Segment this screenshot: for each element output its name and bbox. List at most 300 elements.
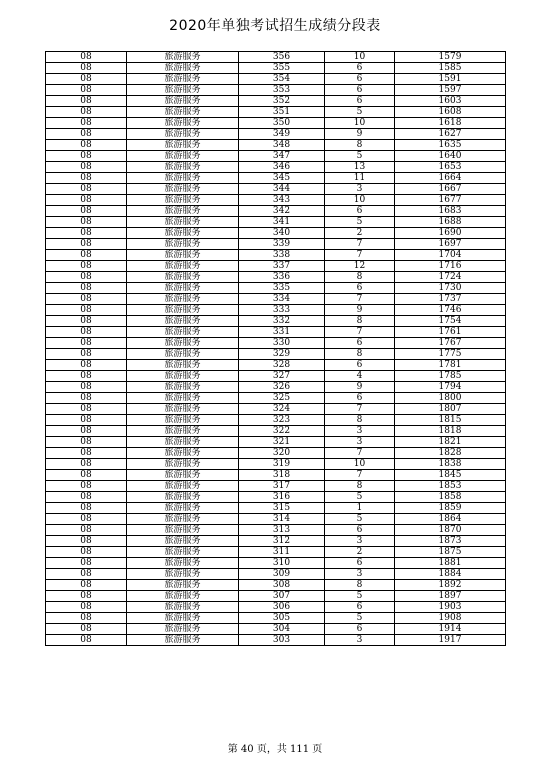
category-code-cell: 08 — [46, 294, 127, 305]
score-cell: 352 — [239, 96, 325, 107]
score-cell: 356 — [239, 52, 325, 63]
category-code-cell: 08 — [46, 525, 127, 536]
category-code-cell: 08 — [46, 195, 127, 206]
count-cell: 6 — [325, 338, 395, 349]
score-cell: 343 — [239, 195, 325, 206]
table-row — [46, 404, 506, 415]
count-cell: 3 — [325, 569, 395, 580]
table-row — [46, 426, 506, 437]
count-cell: 5 — [325, 217, 395, 228]
category-code-cell: 08 — [46, 316, 127, 327]
major-name-cell: 旅游服务 — [127, 195, 239, 206]
table-row — [46, 591, 506, 602]
cumulative-count-cell: 1603 — [395, 96, 506, 107]
category-code-cell: 08 — [46, 514, 127, 525]
score-cell: 320 — [239, 448, 325, 459]
category-code-cell: 08 — [46, 217, 127, 228]
table-row — [46, 107, 506, 118]
major-name-cell: 旅游服务 — [127, 250, 239, 261]
category-code-cell: 08 — [46, 338, 127, 349]
score-cell: 333 — [239, 305, 325, 316]
count-cell: 7 — [325, 327, 395, 338]
major-name-cell: 旅游服务 — [127, 547, 239, 558]
table-row — [46, 382, 506, 393]
table-row — [46, 492, 506, 503]
major-name-cell: 旅游服务 — [127, 85, 239, 96]
score-cell: 314 — [239, 514, 325, 525]
score-cell: 311 — [239, 547, 325, 558]
major-name-cell: 旅游服务 — [127, 261, 239, 272]
category-code-cell: 08 — [46, 536, 127, 547]
table-row — [46, 569, 506, 580]
category-code-cell: 08 — [46, 206, 127, 217]
table-row — [46, 173, 506, 184]
count-cell: 8 — [325, 349, 395, 360]
major-name-cell: 旅游服务 — [127, 327, 239, 338]
cumulative-count-cell: 1838 — [395, 459, 506, 470]
cumulative-count-cell: 1585 — [395, 63, 506, 74]
count-cell: 6 — [325, 63, 395, 74]
table-row — [46, 85, 506, 96]
count-cell: 9 — [325, 382, 395, 393]
page-title: 2020年单独考试招生成绩分段表 — [169, 18, 381, 34]
count-cell: 3 — [325, 184, 395, 195]
cumulative-count-cell: 1858 — [395, 492, 506, 503]
table-row — [46, 74, 506, 85]
score-cell: 304 — [239, 624, 325, 635]
major-name-cell: 旅游服务 — [127, 536, 239, 547]
count-cell: 5 — [325, 591, 395, 602]
category-code-cell: 08 — [46, 162, 127, 173]
count-cell: 7 — [325, 294, 395, 305]
table-row — [46, 195, 506, 206]
score-cell: 321 — [239, 437, 325, 448]
table-row — [46, 437, 506, 448]
score-cell: 317 — [239, 481, 325, 492]
score-cell: 342 — [239, 206, 325, 217]
major-name-cell: 旅游服务 — [127, 217, 239, 228]
category-code-cell: 08 — [46, 437, 127, 448]
cumulative-count-cell: 1917 — [395, 635, 506, 646]
category-code-cell: 08 — [46, 349, 127, 360]
major-name-cell: 旅游服务 — [127, 294, 239, 305]
major-name-cell: 旅游服务 — [127, 624, 239, 635]
major-name-cell: 旅游服务 — [127, 360, 239, 371]
category-code-cell: 08 — [46, 448, 127, 459]
table-row — [46, 129, 506, 140]
category-code-cell: 08 — [46, 129, 127, 140]
count-cell: 7 — [325, 470, 395, 481]
table-row — [46, 624, 506, 635]
table-row — [46, 503, 506, 514]
table-row — [46, 63, 506, 74]
table-row — [46, 52, 506, 63]
score-cell: 319 — [239, 459, 325, 470]
category-code-cell: 08 — [46, 173, 127, 184]
table-row — [46, 514, 506, 525]
count-cell: 1 — [325, 503, 395, 514]
table-row — [46, 338, 506, 349]
category-code-cell: 08 — [46, 569, 127, 580]
category-code-cell: 08 — [46, 96, 127, 107]
major-name-cell: 旅游服务 — [127, 239, 239, 250]
category-code-cell: 08 — [46, 74, 127, 85]
table-row — [46, 481, 506, 492]
table-row — [46, 162, 506, 173]
cumulative-count-cell: 1873 — [395, 536, 506, 547]
category-code-cell: 08 — [46, 558, 127, 569]
score-cell: 316 — [239, 492, 325, 503]
count-cell: 6 — [325, 360, 395, 371]
score-cell: 303 — [239, 635, 325, 646]
table-row — [46, 360, 506, 371]
table-row — [46, 602, 506, 613]
major-name-cell: 旅游服务 — [127, 338, 239, 349]
count-cell: 6 — [325, 283, 395, 294]
cumulative-count-cell: 1597 — [395, 85, 506, 96]
category-code-cell: 08 — [46, 140, 127, 151]
cumulative-count-cell: 1903 — [395, 602, 506, 613]
major-name-cell: 旅游服务 — [127, 437, 239, 448]
count-cell: 5 — [325, 613, 395, 624]
score-cell: 324 — [239, 404, 325, 415]
cumulative-count-cell: 1635 — [395, 140, 506, 151]
category-code-cell: 08 — [46, 547, 127, 558]
major-name-cell: 旅游服务 — [127, 580, 239, 591]
category-code-cell: 08 — [46, 470, 127, 481]
cumulative-count-cell: 1864 — [395, 514, 506, 525]
cumulative-count-cell: 1724 — [395, 272, 506, 283]
table-row — [46, 558, 506, 569]
major-name-cell: 旅游服务 — [127, 96, 239, 107]
score-cell: 310 — [239, 558, 325, 569]
count-cell: 5 — [325, 492, 395, 503]
cumulative-count-cell: 1690 — [395, 228, 506, 239]
major-name-cell: 旅游服务 — [127, 349, 239, 360]
cumulative-count-cell: 1794 — [395, 382, 506, 393]
count-cell: 8 — [325, 481, 395, 492]
score-cell: 323 — [239, 415, 325, 426]
category-code-cell: 08 — [46, 52, 127, 63]
table-row — [46, 393, 506, 404]
cumulative-count-cell: 1781 — [395, 360, 506, 371]
major-name-cell: 旅游服务 — [127, 613, 239, 624]
count-cell: 3 — [325, 426, 395, 437]
score-cell: 355 — [239, 63, 325, 74]
score-cell: 346 — [239, 162, 325, 173]
major-name-cell: 旅游服务 — [127, 371, 239, 382]
category-code-cell: 08 — [46, 635, 127, 646]
count-cell: 8 — [325, 580, 395, 591]
score-cell: 308 — [239, 580, 325, 591]
table-row — [46, 283, 506, 294]
category-code-cell: 08 — [46, 580, 127, 591]
cumulative-count-cell: 1697 — [395, 239, 506, 250]
count-cell: 10 — [325, 195, 395, 206]
category-code-cell: 08 — [46, 239, 127, 250]
category-code-cell: 08 — [46, 250, 127, 261]
category-code-cell: 08 — [46, 415, 127, 426]
major-name-cell: 旅游服务 — [127, 52, 239, 63]
cumulative-count-cell: 1667 — [395, 184, 506, 195]
cumulative-count-cell: 1870 — [395, 525, 506, 536]
count-cell: 5 — [325, 107, 395, 118]
score-cell: 344 — [239, 184, 325, 195]
table-body — [46, 52, 506, 646]
table-row — [46, 316, 506, 327]
count-cell: 7 — [325, 250, 395, 261]
count-cell: 8 — [325, 316, 395, 327]
score-cell: 354 — [239, 74, 325, 85]
table-row — [46, 349, 506, 360]
count-cell: 5 — [325, 514, 395, 525]
cumulative-count-cell: 1853 — [395, 481, 506, 492]
score-cell: 326 — [239, 382, 325, 393]
table-row — [46, 294, 506, 305]
count-cell: 6 — [325, 525, 395, 536]
table-row — [46, 635, 506, 646]
count-cell: 3 — [325, 635, 395, 646]
cumulative-count-cell: 1875 — [395, 547, 506, 558]
score-cell: 313 — [239, 525, 325, 536]
table-row — [46, 151, 506, 162]
table-row — [46, 250, 506, 261]
table-row — [46, 547, 506, 558]
count-cell: 6 — [325, 624, 395, 635]
table-row — [46, 239, 506, 250]
score-cell: 330 — [239, 338, 325, 349]
count-cell: 3 — [325, 536, 395, 547]
count-cell: 2 — [325, 547, 395, 558]
cumulative-count-cell: 1653 — [395, 162, 506, 173]
major-name-cell: 旅游服务 — [127, 602, 239, 613]
score-cell: 336 — [239, 272, 325, 283]
cumulative-count-cell: 1704 — [395, 250, 506, 261]
count-cell: 4 — [325, 371, 395, 382]
category-code-cell: 08 — [46, 272, 127, 283]
score-cell: 340 — [239, 228, 325, 239]
count-cell: 8 — [325, 140, 395, 151]
score-cell: 332 — [239, 316, 325, 327]
category-code-cell: 08 — [46, 283, 127, 294]
major-name-cell: 旅游服务 — [127, 74, 239, 85]
count-cell: 6 — [325, 206, 395, 217]
table-row — [46, 536, 506, 547]
major-name-cell: 旅游服务 — [127, 140, 239, 151]
count-cell: 7 — [325, 404, 395, 415]
count-cell: 10 — [325, 52, 395, 63]
table-row — [46, 371, 506, 382]
score-cell: 328 — [239, 360, 325, 371]
count-cell: 8 — [325, 272, 395, 283]
count-cell: 11 — [325, 173, 395, 184]
category-code-cell: 08 — [46, 63, 127, 74]
score-distribution-table — [45, 51, 506, 646]
category-code-cell: 08 — [46, 371, 127, 382]
cumulative-count-cell: 1579 — [395, 52, 506, 63]
category-code-cell: 08 — [46, 382, 127, 393]
major-name-cell: 旅游服务 — [127, 448, 239, 459]
page-footer: 第 40 页，共 111 页 — [227, 744, 323, 755]
major-name-cell: 旅游服务 — [127, 316, 239, 327]
count-cell: 9 — [325, 129, 395, 140]
score-cell: 307 — [239, 591, 325, 602]
count-cell: 6 — [325, 393, 395, 404]
score-cell: 339 — [239, 239, 325, 250]
score-cell: 305 — [239, 613, 325, 624]
score-cell: 349 — [239, 129, 325, 140]
count-cell: 8 — [325, 415, 395, 426]
cumulative-count-cell: 1608 — [395, 107, 506, 118]
major-name-cell: 旅游服务 — [127, 107, 239, 118]
major-name-cell: 旅游服务 — [127, 503, 239, 514]
category-code-cell: 08 — [46, 261, 127, 272]
category-code-cell: 08 — [46, 459, 127, 470]
score-cell: 322 — [239, 426, 325, 437]
cumulative-count-cell: 1892 — [395, 580, 506, 591]
cumulative-count-cell: 1828 — [395, 448, 506, 459]
cumulative-count-cell: 1688 — [395, 217, 506, 228]
table-row — [46, 118, 506, 129]
cumulative-count-cell: 1618 — [395, 118, 506, 129]
category-code-cell: 08 — [46, 492, 127, 503]
table-row — [46, 525, 506, 536]
major-name-cell: 旅游服务 — [127, 173, 239, 184]
score-cell: 335 — [239, 283, 325, 294]
major-name-cell: 旅游服务 — [127, 162, 239, 173]
cumulative-count-cell: 1754 — [395, 316, 506, 327]
cumulative-count-cell: 1821 — [395, 437, 506, 448]
table-row — [46, 327, 506, 338]
category-code-cell: 08 — [46, 327, 127, 338]
category-code-cell: 08 — [46, 602, 127, 613]
cumulative-count-cell: 1737 — [395, 294, 506, 305]
category-code-cell: 08 — [46, 184, 127, 195]
count-cell: 6 — [325, 85, 395, 96]
table-row — [46, 140, 506, 151]
table-row — [46, 580, 506, 591]
cumulative-count-cell: 1785 — [395, 371, 506, 382]
category-code-cell: 08 — [46, 624, 127, 635]
cumulative-count-cell: 1730 — [395, 283, 506, 294]
count-cell: 10 — [325, 118, 395, 129]
count-cell: 10 — [325, 459, 395, 470]
major-name-cell: 旅游服务 — [127, 558, 239, 569]
table-row — [46, 228, 506, 239]
cumulative-count-cell: 1914 — [395, 624, 506, 635]
table-row — [46, 613, 506, 624]
major-name-cell: 旅游服务 — [127, 228, 239, 239]
major-name-cell: 旅游服务 — [127, 206, 239, 217]
major-name-cell: 旅游服务 — [127, 118, 239, 129]
major-name-cell: 旅游服务 — [127, 415, 239, 426]
cumulative-count-cell: 1800 — [395, 393, 506, 404]
major-name-cell: 旅游服务 — [127, 470, 239, 481]
count-cell: 6 — [325, 602, 395, 613]
category-code-cell: 08 — [46, 393, 127, 404]
table-row — [46, 217, 506, 228]
category-code-cell: 08 — [46, 404, 127, 415]
category-code-cell: 08 — [46, 426, 127, 437]
score-cell: 331 — [239, 327, 325, 338]
category-code-cell: 08 — [46, 151, 127, 162]
count-cell: 6 — [325, 558, 395, 569]
cumulative-count-cell: 1683 — [395, 206, 506, 217]
score-cell: 341 — [239, 217, 325, 228]
count-cell: 7 — [325, 239, 395, 250]
cumulative-count-cell: 1775 — [395, 349, 506, 360]
count-cell: 5 — [325, 151, 395, 162]
table-row — [46, 459, 506, 470]
cumulative-count-cell: 1627 — [395, 129, 506, 140]
cumulative-count-cell: 1677 — [395, 195, 506, 206]
major-name-cell: 旅游服务 — [127, 569, 239, 580]
score-cell: 353 — [239, 85, 325, 96]
score-cell: 345 — [239, 173, 325, 184]
score-cell: 309 — [239, 569, 325, 580]
score-cell: 351 — [239, 107, 325, 118]
major-name-cell: 旅游服务 — [127, 129, 239, 140]
cumulative-count-cell: 1818 — [395, 426, 506, 437]
count-cell: 6 — [325, 96, 395, 107]
score-cell: 334 — [239, 294, 325, 305]
major-name-cell: 旅游服务 — [127, 305, 239, 316]
count-cell: 6 — [325, 74, 395, 85]
table-row — [46, 184, 506, 195]
score-cell: 318 — [239, 470, 325, 481]
score-cell: 337 — [239, 261, 325, 272]
cumulative-count-cell: 1767 — [395, 338, 506, 349]
category-code-cell: 08 — [46, 481, 127, 492]
score-cell: 327 — [239, 371, 325, 382]
cumulative-count-cell: 1881 — [395, 558, 506, 569]
major-name-cell: 旅游服务 — [127, 382, 239, 393]
category-code-cell: 08 — [46, 591, 127, 602]
cumulative-count-cell: 1807 — [395, 404, 506, 415]
table-row — [46, 470, 506, 481]
table-row — [46, 96, 506, 107]
score-cell: 315 — [239, 503, 325, 514]
major-name-cell: 旅游服务 — [127, 514, 239, 525]
major-name-cell: 旅游服务 — [127, 283, 239, 294]
major-name-cell: 旅游服务 — [127, 635, 239, 646]
cumulative-count-cell: 1908 — [395, 613, 506, 624]
table-row — [46, 448, 506, 459]
cumulative-count-cell: 1815 — [395, 415, 506, 426]
major-name-cell: 旅游服务 — [127, 393, 239, 404]
category-code-cell: 08 — [46, 107, 127, 118]
table-row — [46, 272, 506, 283]
major-name-cell: 旅游服务 — [127, 426, 239, 437]
major-name-cell: 旅游服务 — [127, 481, 239, 492]
major-name-cell: 旅游服务 — [127, 459, 239, 470]
score-cell: 306 — [239, 602, 325, 613]
cumulative-count-cell: 1746 — [395, 305, 506, 316]
major-name-cell: 旅游服务 — [127, 492, 239, 503]
category-code-cell: 08 — [46, 118, 127, 129]
count-cell: 12 — [325, 261, 395, 272]
cumulative-count-cell: 1591 — [395, 74, 506, 85]
score-cell: 325 — [239, 393, 325, 404]
category-code-cell: 08 — [46, 228, 127, 239]
major-name-cell: 旅游服务 — [127, 63, 239, 74]
category-code-cell: 08 — [46, 503, 127, 514]
cumulative-count-cell: 1897 — [395, 591, 506, 602]
table-row — [46, 261, 506, 272]
major-name-cell: 旅游服务 — [127, 272, 239, 283]
count-cell: 7 — [325, 448, 395, 459]
cumulative-count-cell: 1884 — [395, 569, 506, 580]
